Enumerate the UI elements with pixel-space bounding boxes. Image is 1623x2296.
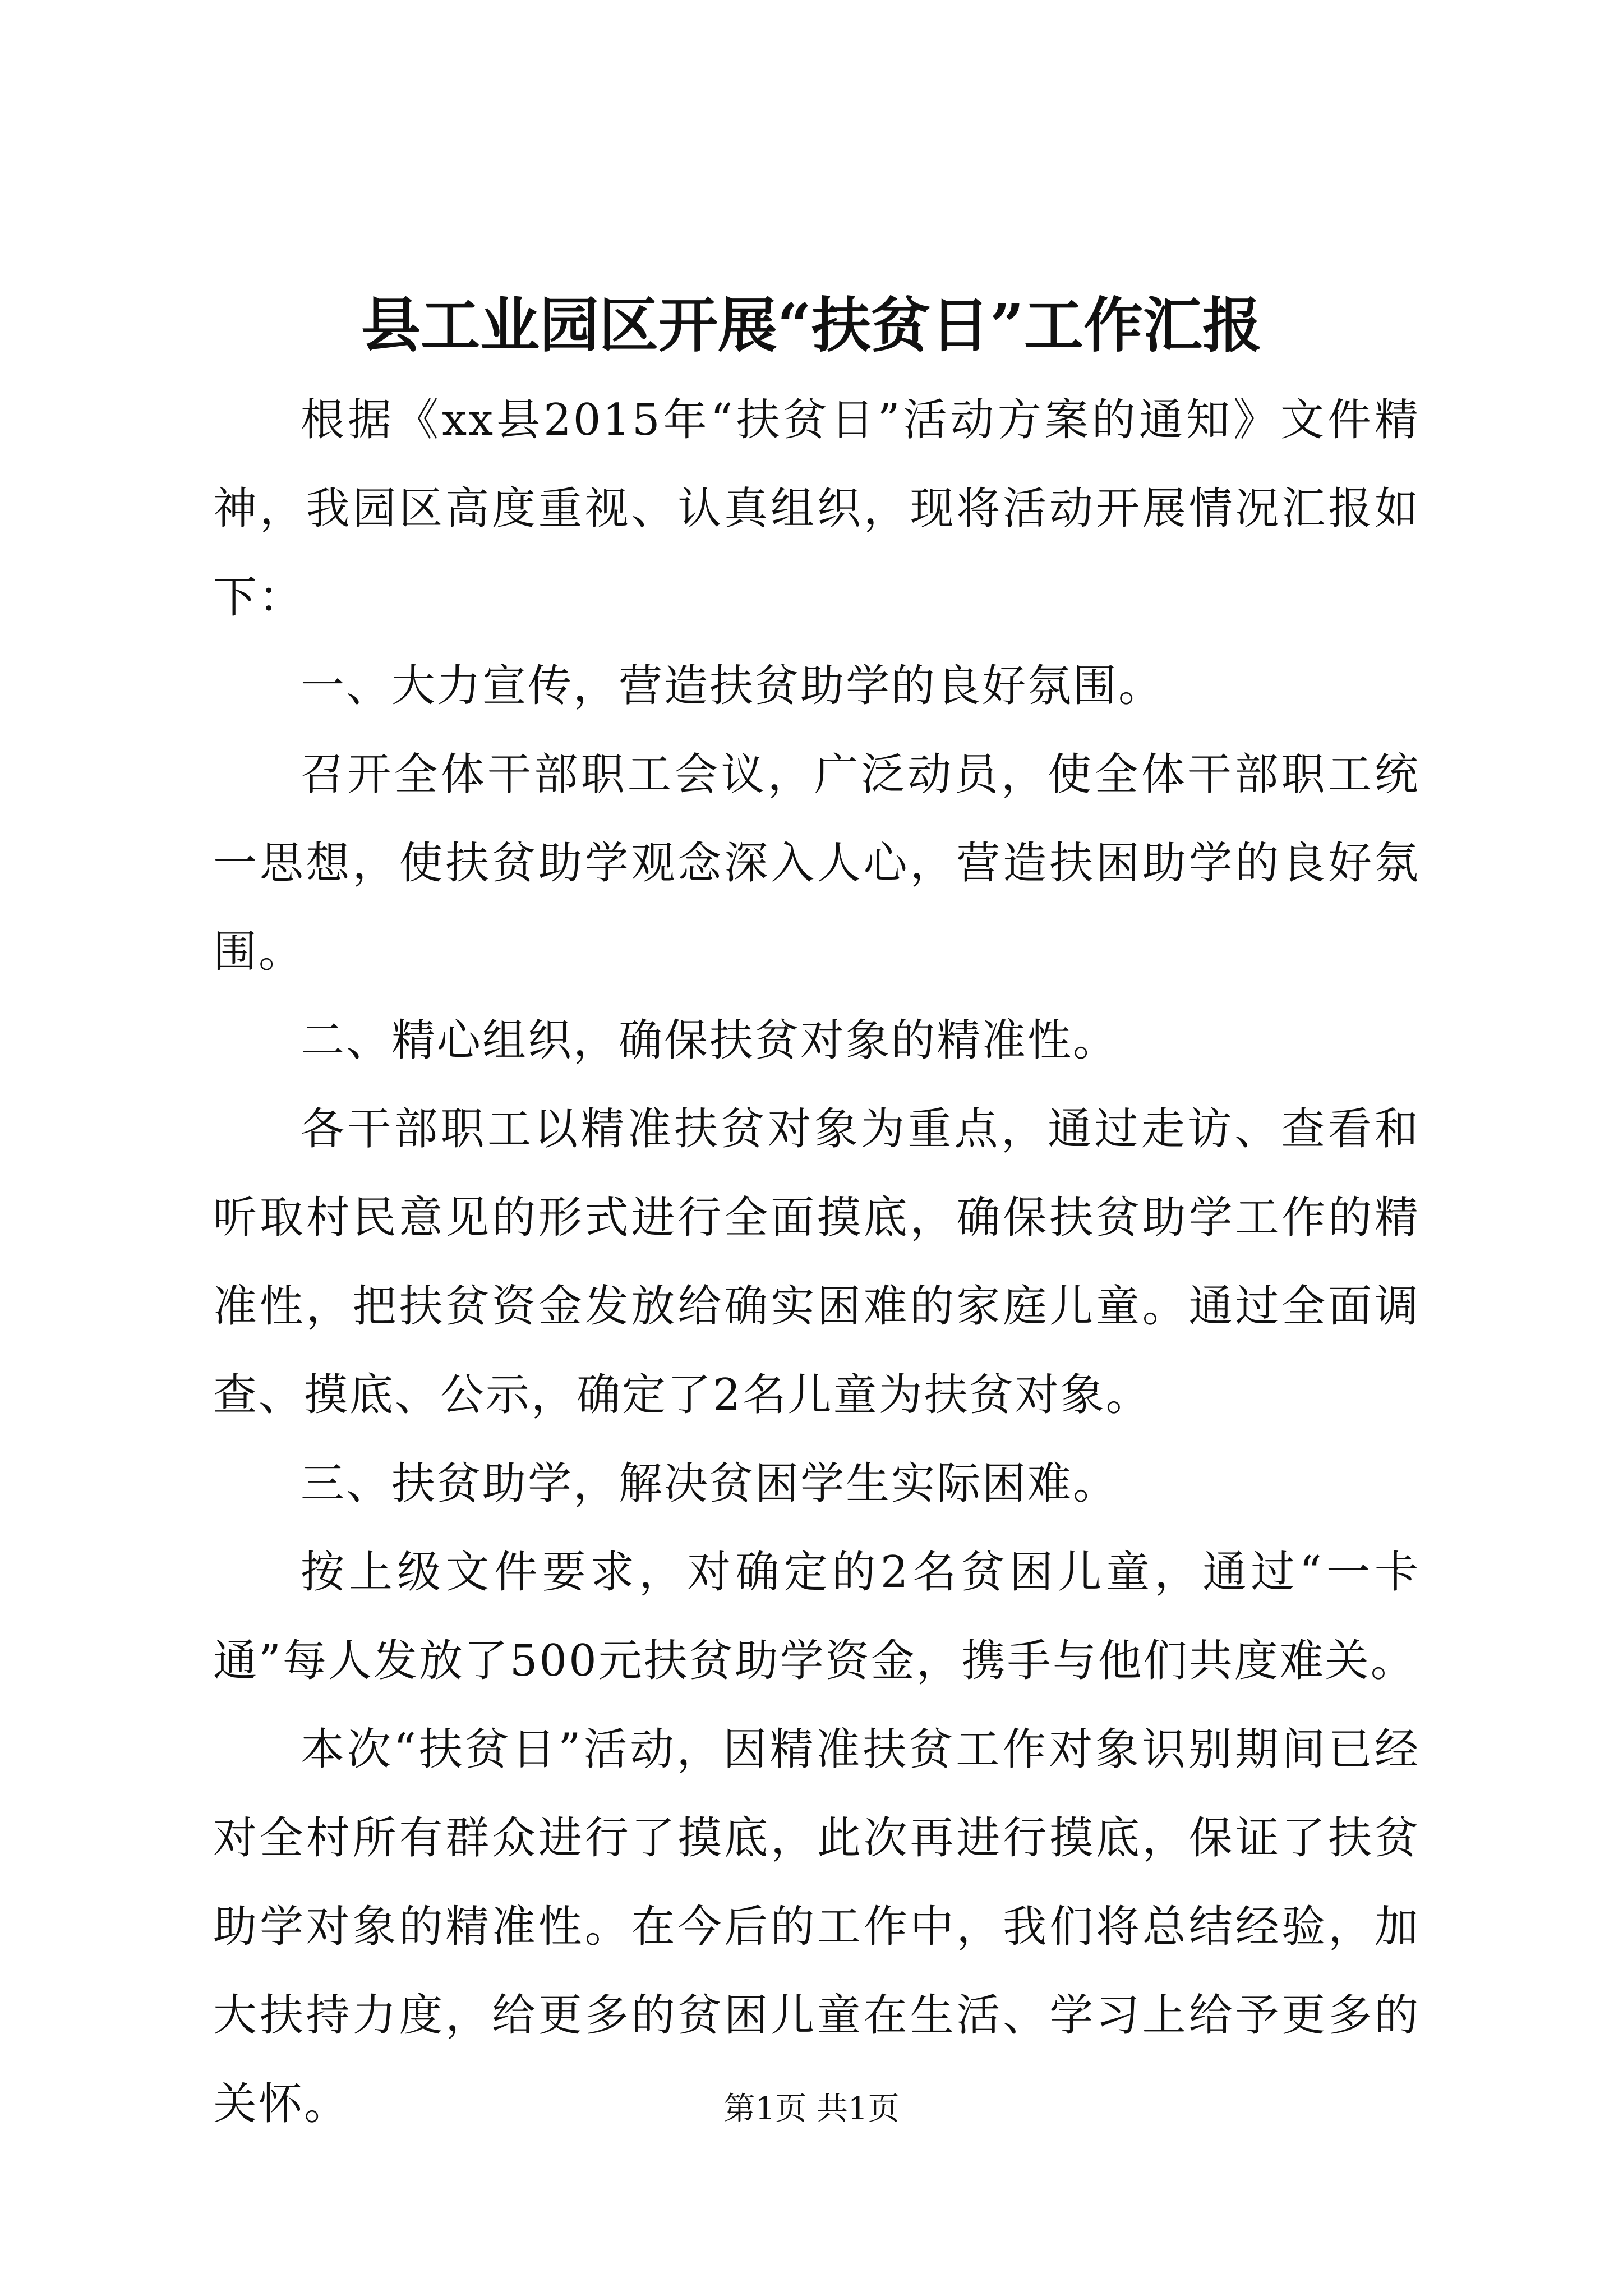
- section-heading-2: 二、精心组织，确保扶贫对象的精准性。: [301, 1015, 1119, 1066]
- section-heading-1: 一、大力宣传，营造扶贫助学的良好氛围。: [301, 661, 1164, 711]
- document-body: [213, 376, 1420, 2148]
- page-number-footer: 第1页 共1页: [723, 2091, 900, 2127]
- paragraph-intro: 根据《xx县2015年“扶贫日”活动方案的通知》文件精神，我园区高度重视、认真组织，现将活动开展情况汇报如下：: [213, 395, 1420, 623]
- section-heading-3: 三、扶贫助学，解决贫困学生实际困难。: [301, 1458, 1119, 1509]
- paragraph-section-2: 各干部职工以精准扶贫对象为重点，通过走访、查看和听取村民意见的形式进行全面摸底，确保扶贫助学工作的精准性，把扶贫资金发放给确实困难的家庭儿童。通过全面调查、摸底、公示，确定了2名儿童为扶贫对象。: [213, 1104, 1420, 1420]
- paragraph-section-1: 召开全体干部职工会议，广泛动员，使全体干部职工统一思想，使扶贫助学观念深入人心，营造扶困助学的良好氛围。: [213, 749, 1420, 977]
- document-title: 县工业园区开展“扶贫日”工作汇报: [361, 290, 1262, 360]
- paragraph-conclusion: 本次“扶贫日”活动，因精准扶贫工作对象识别期间已经对全村所有群众进行了摸底，此次再进行摸底，保证了扶贫助学对象的精准性。在今后的工作中，我们将总结经验，加大扶持力度，给更多的贫困儿童在生活、学习上给予更多的关怀。: [213, 1724, 1420, 2129]
- paragraph-section-3: 按上级文件要求，对确定的2名贫困儿童，通过“一卡通”每人发放了500元扶贫助学资金，携手与他们共度难关。: [213, 1547, 1420, 1686]
